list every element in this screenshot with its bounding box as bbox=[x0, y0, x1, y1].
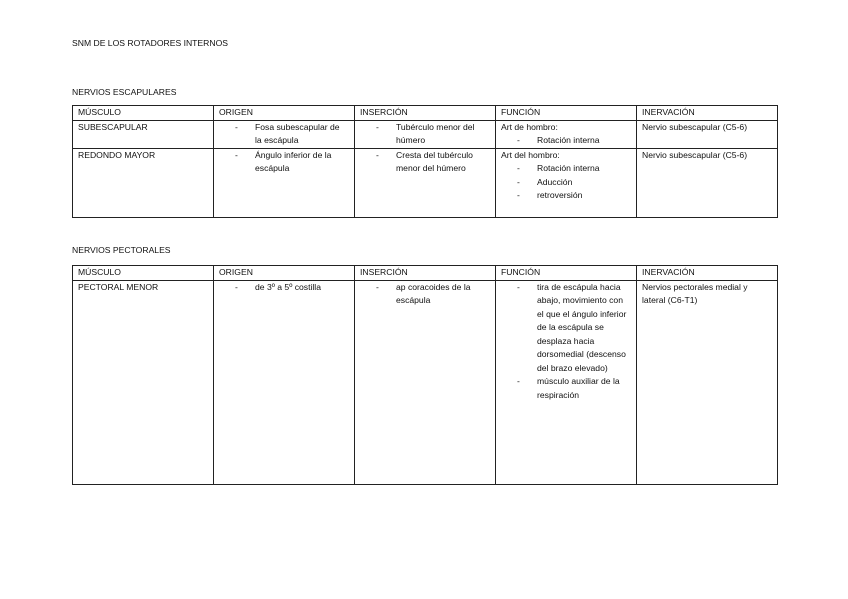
column-header-funcion: FUNCIÓN bbox=[496, 106, 637, 121]
section-heading-escapulares: NERVIOS ESCAPULARES bbox=[72, 87, 177, 97]
cell-innervation: Nervios pectorales medial y lateral (C6-T1) bbox=[637, 280, 778, 484]
table-nervios-pectorales bbox=[72, 265, 778, 485]
column-header-funcion: FUNCIÓN bbox=[496, 266, 637, 281]
function-list bbox=[501, 162, 631, 203]
column-header-musculo: MÚSCULO bbox=[73, 106, 214, 121]
document-title: SNM DE LOS ROTADORES INTERNOS bbox=[72, 38, 228, 48]
cell-muscle: SUBESCAPULAR bbox=[73, 120, 214, 148]
column-header-insercion: INSERCIÓN bbox=[355, 106, 496, 121]
cell-insertion bbox=[355, 120, 496, 148]
table-header-row bbox=[73, 266, 778, 281]
cell-insertion bbox=[355, 148, 496, 217]
function-item: - músculo auxiliar de la respiración bbox=[501, 375, 631, 402]
column-header-inervacion: INERVACIÓN bbox=[637, 106, 778, 121]
table-header-row bbox=[73, 106, 778, 121]
origin-item: - Fosa subescapular de la escápula bbox=[219, 121, 349, 148]
insertion-item: - ap coracoides de la escápula bbox=[360, 281, 490, 308]
cell-innervation: Nervio subescapular (C5-6) bbox=[637, 148, 778, 217]
cell-function bbox=[496, 280, 637, 484]
insertion-item: - Tubérculo menor del húmero bbox=[360, 121, 490, 148]
origin-list bbox=[219, 121, 349, 148]
column-header-insercion: INSERCIÓN bbox=[355, 266, 496, 281]
function-list bbox=[501, 134, 631, 148]
insertion-list bbox=[360, 281, 490, 308]
insertion-item: - Cresta del tubérculo menor del húmero bbox=[360, 149, 490, 176]
cell-insertion bbox=[355, 280, 496, 484]
column-header-inervacion: INERVACIÓN bbox=[637, 266, 778, 281]
function-intro: Art del hombro: bbox=[501, 149, 560, 160]
origin-list bbox=[219, 149, 349, 176]
cell-origin bbox=[214, 120, 355, 148]
cell-origin bbox=[214, 148, 355, 217]
function-item: - Rotación interna bbox=[501, 162, 631, 176]
table-row-subescapular bbox=[73, 120, 778, 148]
cell-origin bbox=[214, 280, 355, 484]
function-list bbox=[501, 281, 631, 403]
column-header-origen: ORIGEN bbox=[214, 106, 355, 121]
cell-innervation: Nervio subescapular (C5-6) bbox=[637, 120, 778, 148]
table-row-pectoral-menor bbox=[73, 280, 778, 484]
function-intro: Art de hombro: bbox=[501, 121, 558, 132]
function-item: - retroversión bbox=[501, 189, 631, 203]
function-item: - tira de escápula hacia abajo, movimiento con el que el ángulo inferior de la escápula se desplaza hacia dorsomedial (descenso del brazo elevado) bbox=[501, 281, 631, 376]
column-header-musculo: MÚSCULO bbox=[73, 266, 214, 281]
column-header-origen: ORIGEN bbox=[214, 266, 355, 281]
insertion-list bbox=[360, 149, 490, 176]
cell-muscle: REDONDO MAYOR bbox=[73, 148, 214, 217]
origin-list bbox=[219, 281, 349, 295]
function-item: - Rotación interna bbox=[501, 134, 631, 148]
function-item: - Aducción bbox=[501, 176, 631, 190]
table-nervios-escapulares bbox=[72, 105, 778, 218]
section-heading-pectorales: NERVIOS PECTORALES bbox=[72, 245, 171, 255]
origin-item: - de 3º a 5º costilla bbox=[219, 281, 349, 295]
origin-item: - Ángulo inferior de la escápula bbox=[219, 149, 349, 176]
cell-function bbox=[496, 120, 637, 148]
table-row-redondo-mayor bbox=[73, 148, 778, 217]
cell-muscle: PECTORAL MENOR bbox=[73, 280, 214, 484]
cell-function bbox=[496, 148, 637, 217]
insertion-list bbox=[360, 121, 490, 148]
